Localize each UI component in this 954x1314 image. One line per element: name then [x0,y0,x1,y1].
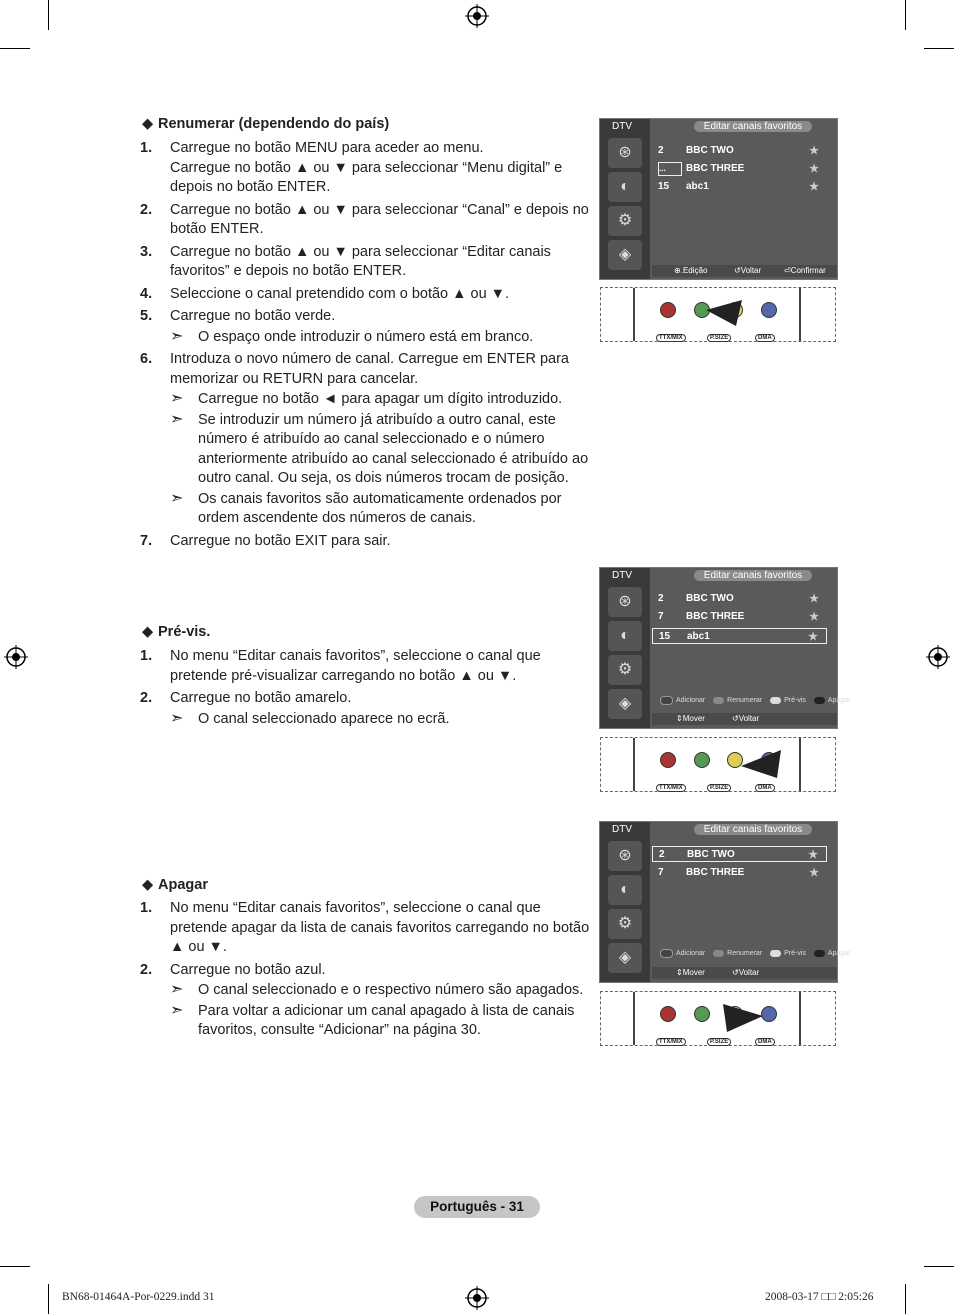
channel-icon: ◈ [608,943,642,973]
channel-row-selected[interactable]: 15 abc1 ★ [652,628,827,644]
screen-title: Editar canais favoritos [694,824,812,835]
remote-illustration [600,991,836,1046]
ttx-mix-label: TTX/MIX [656,1038,686,1046]
channel-icon: ◈ [608,689,642,719]
screen-footer [652,713,837,725]
setup-icon: ⚙ [608,909,642,939]
dma-label: DMA [755,784,775,792]
confirm-hint: ⏎ Confirmar [784,266,826,275]
color-legend: Adicionar Renumerar Pré-vis Apagar [660,696,833,705]
screen-title: Editar canais favoritos [694,570,812,581]
section-steps: 1. Carregue no botão MENU para aceder ao menu. Carregue no botão ▲ ou ▼ para seleccionar “Menu digital” e depois no botão ENTER. 2. Carregue no botão ▲ ou ▼ para seleccionar “Canal” e depois no botão ENTER. 3. Carregue no botão ▲ ou ▼ para seleccionar “Editar canais favoritos” e depois no botão ENTER. 4. Seleccione o canal pretendido com o botão ▲ ou ▼. 5. Carregue no botão verde. ➣ O espaço onde introduzir o número está em branco. 6. Introduza o novo número de canal. Carregue em ENTER para memorizar ou RETURN para cancelar. ➣ Carregue no botão ◄ para apagar um dígito introduzido. ➣ Se introduzir um número já atribuído a outro canal, este número é atribuído ao canal seleccionado e o número anteriormente atribuído ao canal seleccionado é atribuído ao outro canal. Ou seja, os dois números trocam de posição. ➣ Os canais favoritos são automaticamente ordenados por ordem ascendente dos números de canais. 7. Carregue no botão EXIT para sair. [140,140,589,549]
channel-row[interactable]: 15 abc1 ★ [658,181,819,193]
remote-illustration [600,287,836,342]
section-title: ◆ Apagar [142,877,208,893]
psize-label: P.SIZE [707,784,731,792]
section-title: ◆ Pré-vis. [142,624,211,640]
channel-row-selected[interactable]: 2 BBC TWO ★ [652,846,827,862]
star-icon: ★ [809,611,819,623]
section-steps: 1. No menu “Editar canais favoritos”, seleccione o canal que pretende pré-visualizar carregando no botão ▲ ou ▼. 2. Carregue no botão amarelo. ➣ O canal seleccionado aparece no ecrã. [140,648,541,727]
setup-icon: ⚙ [608,655,642,685]
menu-sidebar [600,837,650,982]
star-icon: ★ [808,631,818,643]
red-button [660,1006,676,1022]
red-button [660,752,676,768]
ttx-mix-label: TTX/MIX [656,334,686,342]
finger-pointer-icon [723,1004,767,1034]
dtv-label: DTV [600,822,650,837]
menu-sidebar [600,583,650,728]
finger-pointer-icon [706,300,746,328]
star-icon: ★ [809,145,819,157]
star-icon: ★ [809,181,819,193]
color-legend: Adicionar Renumerar Pré-vis Apagar [660,949,833,958]
channel-row[interactable]: 7 BBC THREE ★ [658,867,819,879]
psize-label: P.SIZE [707,1038,731,1046]
satellite-icon: ⊛ [608,587,642,617]
move-hint: ⇕ Mover [676,968,705,977]
screen-footer [652,967,837,979]
file-info: BN68-01464A-Por-0229.indd 31 [62,1291,215,1303]
star-icon: ★ [809,867,819,879]
setup-icon: ⚙ [608,206,642,236]
screen-footer [652,265,837,277]
section-title: ◆ Renumerar (dependendo do país) [142,116,390,132]
channel-row[interactable]: 2 BBC TWO ★ [658,593,819,605]
move-hint: ⇕ Mover [676,714,705,723]
ttx-mix-label: TTX/MIX [656,784,686,792]
back-hint: ↺ Voltar [732,968,760,977]
channel-row[interactable]: 7 BBC THREE ★ [658,611,819,623]
dma-label: DMA [755,334,775,342]
red-button [660,302,676,318]
dtv-label: DTV [600,119,650,134]
channel-icon: ◈ [608,240,642,270]
print-date: 2008-03-17 □□ 2:05:26 [765,1291,874,1303]
page-number: Português - 31 [414,1196,540,1218]
satellite-icon: ⊛ [608,841,642,871]
channel-row[interactable]: ... BBC THREE ★ [659,163,819,175]
section-steps: 1. No menu “Editar canais favoritos”, seleccione o canal que pretende apagar da lista de canais favoritos carregando no botão ▲ ou ▼. 2. Carregue no botão azul. ➣ O canal seleccionado e o respectivo número são apagados. ➣ Para voltar a adicionar um canal apagado à lista de canais favoritos, consulte “Adicionar” na página 30. [140,900,590,1038]
green-button [694,1006,710,1022]
picture-icon: ◐ [608,172,642,202]
green-button [694,752,710,768]
back-hint: ↺ Voltar [732,714,760,723]
remote-illustration [600,737,836,792]
registration-mark-icon [465,4,489,28]
back-hint: ↺ Voltar [734,266,762,275]
finger-pointer-icon [741,750,787,780]
edit-hint: ⊕. Edição [674,266,708,275]
dma-label: DMA [755,1038,775,1046]
tv-screen [599,567,851,729]
tv-screen [599,118,838,280]
psize-label: P.SIZE [707,334,731,342]
satellite-icon: ⊛ [608,138,642,168]
registration-mark-icon [465,1286,489,1310]
picture-icon: ◐ [608,621,642,651]
blue-button [761,302,777,318]
star-icon: ★ [809,163,819,175]
registration-mark-icon [4,645,28,669]
star-icon: ★ [808,849,818,861]
registration-mark-icon [926,645,950,669]
screen-title: Editar canais favoritos [694,121,812,132]
channel-row[interactable]: 2 BBC TWO ★ [658,145,819,157]
picture-icon: ◐ [608,875,642,905]
menu-sidebar [600,134,650,279]
star-icon: ★ [809,593,819,605]
dtv-label: DTV [600,568,650,583]
tv-screen [599,821,851,983]
